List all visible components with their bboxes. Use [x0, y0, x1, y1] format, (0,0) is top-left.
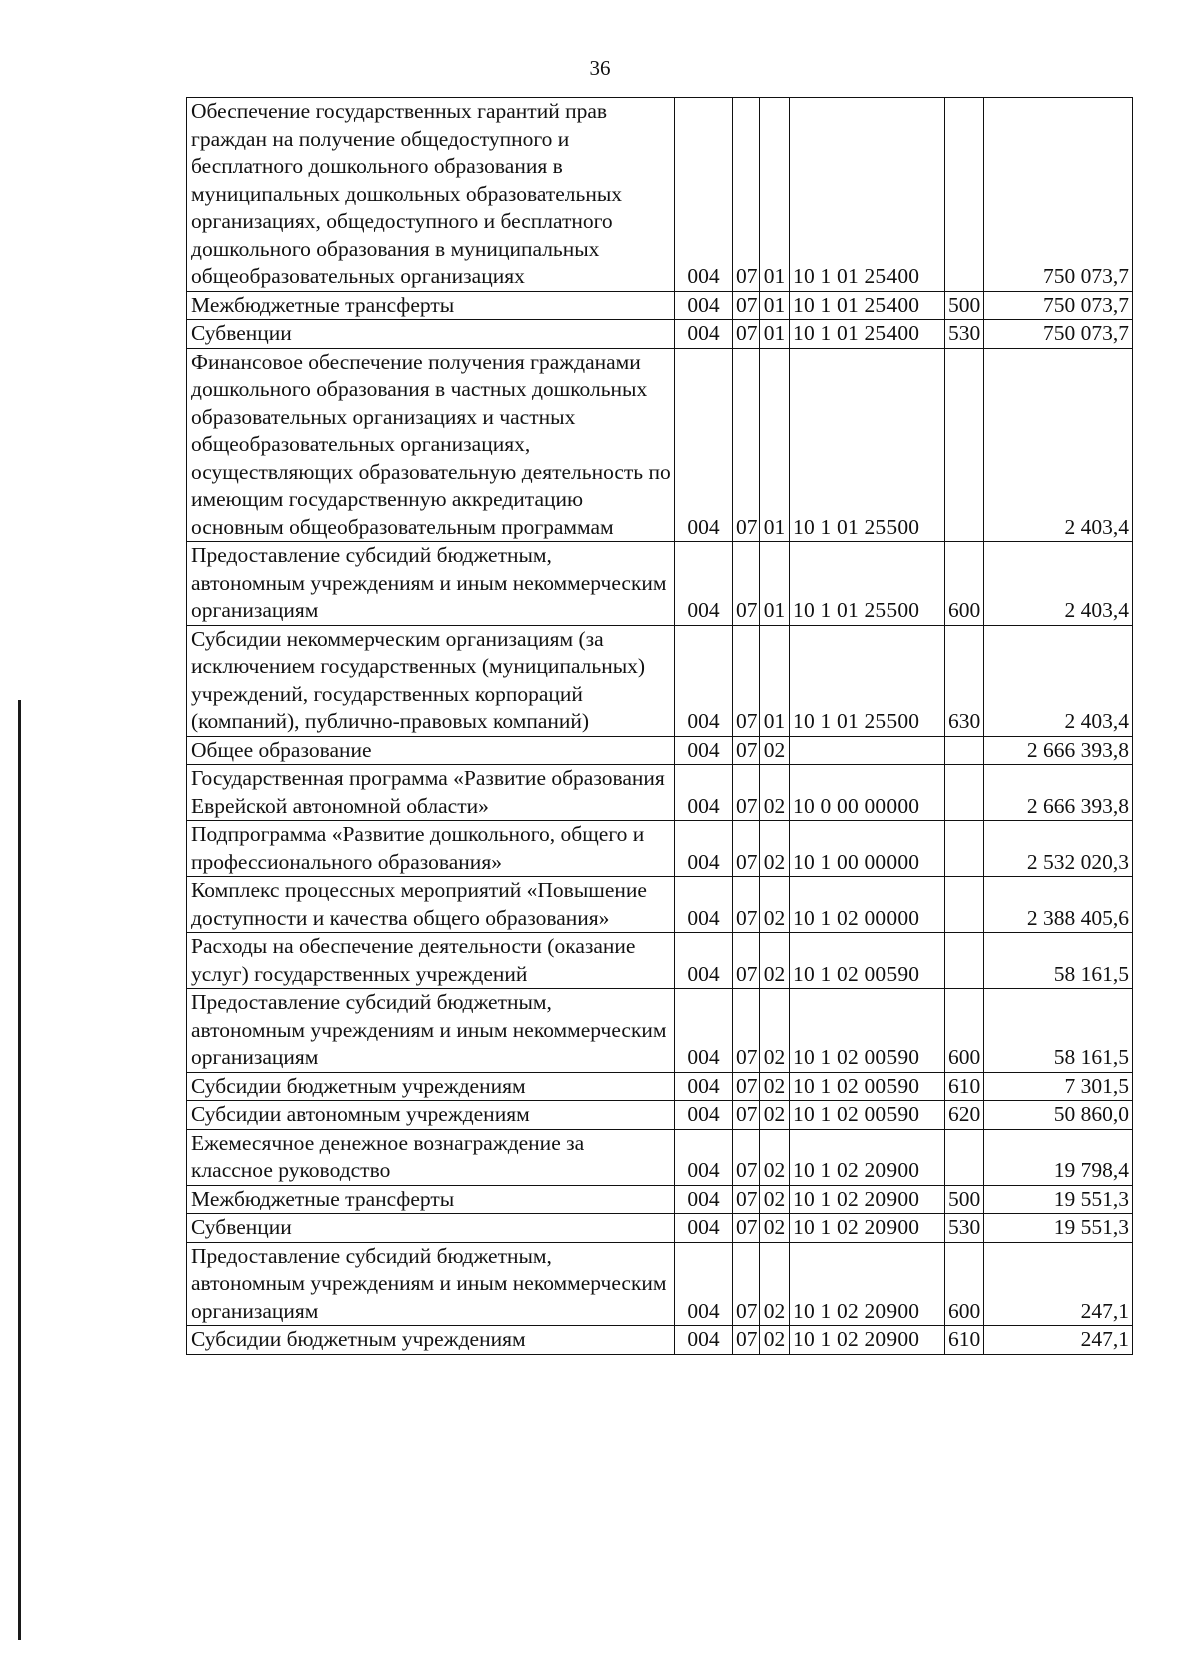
amount: 750 073,7 — [984, 320, 1133, 349]
section-code: 07 — [733, 1072, 760, 1101]
section-code: 07 — [733, 1185, 760, 1214]
row-name: Предоставление субсидий бюджетным, автономным учреждениям и иным некоммерческим организациям — [187, 1242, 675, 1326]
table-row — [187, 1326, 1133, 1355]
expense-type-code: 600 — [945, 542, 984, 626]
table-row — [187, 291, 1133, 320]
subsection-code: 02 — [760, 1129, 790, 1185]
table-row — [187, 989, 1133, 1073]
section-code: 07 — [733, 98, 760, 292]
table-row — [187, 320, 1133, 349]
expense-type-code: 500 — [945, 291, 984, 320]
grbs-code: 004 — [675, 98, 733, 292]
section-code: 07 — [733, 1129, 760, 1185]
row-name: Межбюджетные трансферты — [187, 1185, 675, 1214]
target-article-code: 10 1 02 20900 — [790, 1185, 945, 1214]
expense-type-code — [945, 348, 984, 542]
amount: 2 403,4 — [984, 625, 1133, 736]
grbs-code: 004 — [675, 625, 733, 736]
target-article-code: 10 1 01 25400 — [790, 320, 945, 349]
target-article-code: 10 1 02 20900 — [790, 1129, 945, 1185]
subsection-code: 02 — [760, 1242, 790, 1326]
row-name: Межбюджетные трансферты — [187, 291, 675, 320]
table-row — [187, 877, 1133, 933]
table-row — [187, 348, 1133, 542]
table-row — [187, 1214, 1133, 1243]
amount: 7 301,5 — [984, 1072, 1133, 1101]
table-row — [187, 1129, 1133, 1185]
subsection-code: 01 — [760, 291, 790, 320]
amount: 2 666 393,8 — [984, 736, 1133, 765]
page-number: 36 — [589, 56, 611, 80]
expense-type-code: 600 — [945, 1242, 984, 1326]
expense-type-code: 630 — [945, 625, 984, 736]
table-row — [187, 765, 1133, 821]
table-row — [187, 625, 1133, 736]
grbs-code: 004 — [675, 933, 733, 989]
expense-type-code: 610 — [945, 1326, 984, 1355]
table-row — [187, 98, 1133, 292]
table-row — [187, 736, 1133, 765]
subsection-code: 01 — [760, 348, 790, 542]
grbs-code: 004 — [675, 291, 733, 320]
table-row — [187, 1242, 1133, 1326]
expense-type-code — [945, 933, 984, 989]
scan-edge-mark — [18, 700, 21, 1640]
target-article-code — [790, 736, 945, 765]
section-code: 07 — [733, 1214, 760, 1243]
table-row — [187, 1185, 1133, 1214]
grbs-code: 004 — [675, 1129, 733, 1185]
grbs-code: 004 — [675, 348, 733, 542]
amount: 19 798,4 — [984, 1129, 1133, 1185]
section-code: 07 — [733, 348, 760, 542]
grbs-code: 004 — [675, 1101, 733, 1130]
row-name: Субвенции — [187, 320, 675, 349]
grbs-code: 004 — [675, 1214, 733, 1243]
grbs-code: 004 — [675, 1072, 733, 1101]
subsection-code: 02 — [760, 877, 790, 933]
target-article-code: 10 1 01 25400 — [790, 291, 945, 320]
target-article-code: 10 1 01 25500 — [790, 625, 945, 736]
grbs-code: 004 — [675, 1185, 733, 1214]
row-name: Государственная программа «Развитие образования Еврейской автономной области» — [187, 765, 675, 821]
section-code: 07 — [733, 933, 760, 989]
expense-type-code: 530 — [945, 1214, 984, 1243]
subsection-code: 02 — [760, 765, 790, 821]
target-article-code: 10 1 01 25500 — [790, 542, 945, 626]
expense-type-code — [945, 736, 984, 765]
section-code: 07 — [733, 320, 760, 349]
subsection-code: 02 — [760, 1185, 790, 1214]
target-article-code: 10 1 01 25500 — [790, 348, 945, 542]
grbs-code: 004 — [675, 542, 733, 626]
grbs-code: 004 — [675, 989, 733, 1073]
expense-type-code: 620 — [945, 1101, 984, 1130]
row-name: Расходы на обеспечение деятельности (оказание услуг) государственных учреждений — [187, 933, 675, 989]
expense-type-code — [945, 1129, 984, 1185]
table-row — [187, 1101, 1133, 1130]
subsection-code: 02 — [760, 933, 790, 989]
row-name: Обеспечение государственных гарантий прав граждан на получение общедоступного и бесплатного дошкольного образования в муниципальных дошкольных образовательных организациях, общедоступного и бесплатного дошкольного образования в муниципальных общеобразовательных организациях — [187, 98, 675, 292]
amount: 19 551,3 — [984, 1214, 1133, 1243]
amount: 19 551,3 — [984, 1185, 1133, 1214]
grbs-code: 004 — [675, 765, 733, 821]
section-code: 07 — [733, 542, 760, 626]
amount: 247,1 — [984, 1326, 1133, 1355]
row-name: Субсидии автономным учреждениям — [187, 1101, 675, 1130]
target-article-code: 10 1 02 00000 — [790, 877, 945, 933]
target-article-code: 10 1 02 00590 — [790, 1072, 945, 1101]
table-row — [187, 821, 1133, 877]
expense-type-code: 600 — [945, 989, 984, 1073]
row-name: Субсидии бюджетным учреждениям — [187, 1326, 675, 1355]
subsection-code: 02 — [760, 989, 790, 1073]
section-code: 07 — [733, 1101, 760, 1130]
subsection-code: 01 — [760, 625, 790, 736]
section-code: 07 — [733, 877, 760, 933]
row-name: Субсидии некоммерческим организациям (за исключением государственных (муниципальных) учреждений, государственных корпораций (компаний), публично-правовых компаний) — [187, 625, 675, 736]
section-code: 07 — [733, 625, 760, 736]
section-code: 07 — [733, 1326, 760, 1355]
grbs-code: 004 — [675, 821, 733, 877]
table-row — [187, 542, 1133, 626]
section-code: 07 — [733, 1242, 760, 1326]
row-name: Предоставление субсидий бюджетным, автономным учреждениям и иным некоммерческим организациям — [187, 542, 675, 626]
amount: 50 860,0 — [984, 1101, 1133, 1130]
subsection-code: 02 — [760, 1214, 790, 1243]
target-article-code: 10 1 02 20900 — [790, 1242, 945, 1326]
amount: 750 073,7 — [984, 98, 1133, 292]
target-article-code: 10 1 02 20900 — [790, 1214, 945, 1243]
row-name: Предоставление субсидий бюджетным, автономным учреждениям и иным некоммерческим организациям — [187, 989, 675, 1073]
expense-type-code — [945, 821, 984, 877]
grbs-code: 004 — [675, 877, 733, 933]
target-article-code: 10 0 00 00000 — [790, 765, 945, 821]
target-article-code: 10 1 02 00590 — [790, 933, 945, 989]
amount: 58 161,5 — [984, 933, 1133, 989]
row-name: Субвенции — [187, 1214, 675, 1243]
budget-table-body — [187, 98, 1133, 1355]
grbs-code: 004 — [675, 736, 733, 765]
budget-table — [186, 97, 1133, 1355]
expense-type-code: 530 — [945, 320, 984, 349]
target-article-code: 10 1 01 25400 — [790, 98, 945, 292]
subsection-code: 02 — [760, 1072, 790, 1101]
amount: 247,1 — [984, 1242, 1133, 1326]
amount: 2 403,4 — [984, 542, 1133, 626]
amount: 58 161,5 — [984, 989, 1133, 1073]
grbs-code: 004 — [675, 320, 733, 349]
amount: 2 666 393,8 — [984, 765, 1133, 821]
subsection-code: 02 — [760, 1101, 790, 1130]
grbs-code: 004 — [675, 1326, 733, 1355]
subsection-code: 02 — [760, 821, 790, 877]
expense-type-code: 500 — [945, 1185, 984, 1214]
row-name: Ежемесячное денежное вознаграждение за классное руководство — [187, 1129, 675, 1185]
amount: 2 388 405,6 — [984, 877, 1133, 933]
amount: 2 532 020,3 — [984, 821, 1133, 877]
target-article-code: 10 1 02 00590 — [790, 1101, 945, 1130]
section-code: 07 — [733, 989, 760, 1073]
row-name: Финансовое обеспечение получения гражданами дошкольного образования в частных дошкольных образовательных организациях и частных общеобразовательных организациях, осуществляющих образовательную деятельность по имеющим государственную аккредитацию основным общеобразовательным программам — [187, 348, 675, 542]
grbs-code: 004 — [675, 1242, 733, 1326]
subsection-code: 01 — [760, 542, 790, 626]
subsection-code: 02 — [760, 736, 790, 765]
target-article-code: 10 1 02 20900 — [790, 1326, 945, 1355]
section-code: 07 — [733, 821, 760, 877]
expense-type-code: 610 — [945, 1072, 984, 1101]
section-code: 07 — [733, 736, 760, 765]
table-row — [187, 933, 1133, 989]
amount: 750 073,7 — [984, 291, 1133, 320]
subsection-code: 01 — [760, 98, 790, 292]
expense-type-code — [945, 877, 984, 933]
subsection-code: 01 — [760, 320, 790, 349]
target-article-code: 10 1 02 00590 — [790, 989, 945, 1073]
table-row — [187, 1072, 1133, 1101]
subsection-code: 02 — [760, 1326, 790, 1355]
row-name: Общее образование — [187, 736, 675, 765]
expense-type-code — [945, 765, 984, 821]
row-name: Подпрограмма «Развитие дошкольного, общего и профессионального образования» — [187, 821, 675, 877]
section-code: 07 — [733, 291, 760, 320]
row-name: Комплекс процессных мероприятий «Повышение доступности и качества общего образования» — [187, 877, 675, 933]
amount: 2 403,4 — [984, 348, 1133, 542]
section-code: 07 — [733, 765, 760, 821]
expense-type-code — [945, 98, 984, 292]
target-article-code: 10 1 00 00000 — [790, 821, 945, 877]
row-name: Субсидии бюджетным учреждениям — [187, 1072, 675, 1101]
